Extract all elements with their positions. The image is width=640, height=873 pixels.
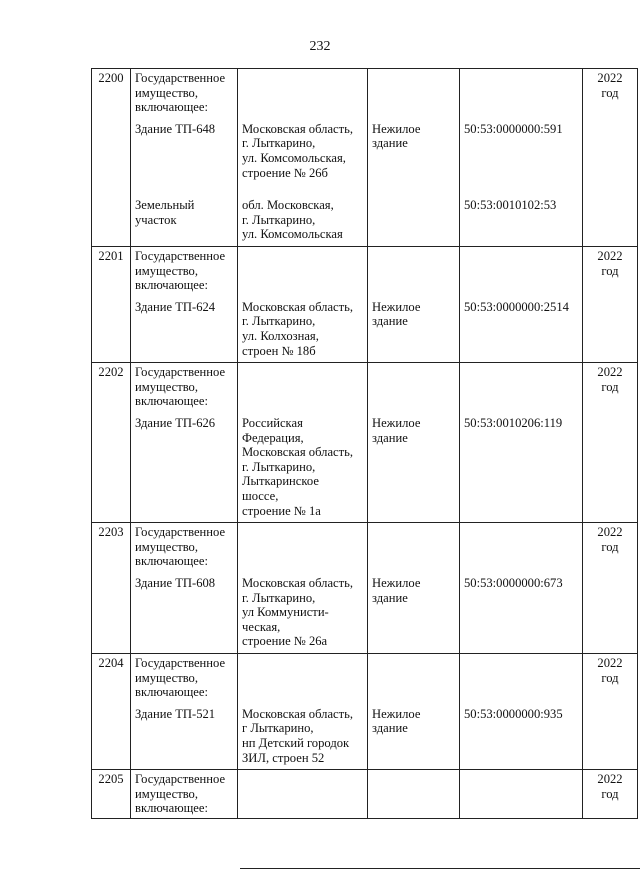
cell-text-line: Земельный — [135, 198, 195, 213]
cell-text-line: г. Лыткарино, — [242, 136, 316, 151]
cell-text-line: участок — [135, 212, 177, 227]
cell-text-line: год — [601, 263, 619, 278]
row-number-cell — [92, 523, 131, 654]
cell-text-line: включающее: — [135, 278, 208, 293]
heading-spacer — [372, 656, 455, 700]
item-name-block — [135, 122, 233, 180]
object-name-cell — [131, 363, 238, 523]
item-address-block — [242, 576, 363, 649]
address-cell — [238, 69, 368, 247]
cell-text-line: обл. Московская, — [242, 198, 334, 213]
cell-text-line: здание — [372, 430, 408, 445]
cell-text-line: включающее: — [135, 554, 208, 569]
cell-text-line: ул. Комсомольская, — [242, 150, 346, 165]
cell-text-line: строен № 18б — [242, 343, 316, 358]
table-row — [92, 770, 638, 819]
cell-text-line: Нежилое — [372, 121, 421, 136]
cell-text-line: Здание ТП-624 — [135, 299, 216, 314]
object-type-cell — [368, 523, 460, 654]
cell-text-line: 2022 — [597, 525, 623, 540]
cell-text-line: Государственное — [135, 71, 226, 85]
item-cadastral-block — [464, 707, 578, 765]
row-number: 2203 — [98, 525, 124, 540]
table-row — [92, 363, 638, 523]
cell-text-line: Лыткаринское — [242, 474, 319, 489]
cell-text-line: год — [601, 670, 619, 685]
cell-text-line: 2022 — [597, 248, 623, 263]
heading-spacer — [464, 249, 578, 293]
row-number: 2201 — [98, 248, 124, 263]
cell-text-line: включающее: — [135, 100, 208, 115]
cell-text-line: Нежилое — [372, 415, 421, 430]
cell-text-line: Государственное — [135, 365, 226, 380]
heading-spacer — [242, 525, 363, 569]
cell-text-line: ул. Колхозная, — [242, 328, 319, 343]
item-cadastral-block — [464, 198, 578, 242]
heading-spacer — [242, 71, 363, 115]
object-type-cell — [368, 770, 460, 819]
cadastral-number-cell — [460, 69, 583, 247]
row-number-cell — [92, 363, 131, 523]
item-name-block — [135, 416, 233, 518]
address-cell — [238, 770, 368, 819]
cell-text-line: Московская область, — [242, 121, 354, 136]
table-row — [92, 523, 638, 654]
cell-text-line: 2022 — [597, 71, 623, 85]
object-name-cell — [131, 69, 238, 247]
cell-text-line: ЗИЛ, строен 52 — [242, 750, 325, 765]
object-type-cell — [368, 363, 460, 523]
heading-spacer — [372, 772, 455, 816]
cell-text-line: ческая, — [242, 619, 281, 634]
cell-text-line: г. Лыткарино, — [242, 459, 316, 474]
cell-text-line: г. Лыткарино, — [242, 314, 316, 329]
address-cell — [238, 363, 368, 523]
cell-text-line: строение № 26б — [242, 165, 328, 180]
item-cadastral-block — [464, 576, 578, 649]
row-number: 2202 — [98, 365, 124, 380]
cell-text-line: здание — [372, 136, 408, 151]
cell-text-line: шоссе, — [242, 488, 279, 503]
item-cadastral-block — [464, 416, 578, 518]
object-name-cell — [131, 653, 238, 769]
cell-text-line: Здание ТП-648 — [135, 121, 216, 136]
cell-text-line: строение № 1а — [242, 503, 321, 518]
cell-text-line: строение № 26а — [242, 634, 328, 649]
cadastral-number: 50:53:0000000:935 — [464, 706, 563, 721]
cadastral-number-cell — [460, 363, 583, 523]
cell-text-line: Российская — [242, 415, 303, 430]
cell-text-line: г. Лыткарино, — [242, 590, 316, 605]
cell-text-line: Государственное — [135, 772, 226, 787]
cell-text-line: год — [601, 379, 619, 394]
item-type-block — [372, 416, 455, 518]
item-address-block — [242, 122, 363, 180]
year-cell — [583, 363, 638, 523]
item-address-block — [242, 300, 363, 358]
cell-text-line: Здание ТП-608 — [135, 575, 216, 590]
row-number-cell — [92, 653, 131, 769]
item-address-block — [242, 416, 363, 518]
row-number-cell — [92, 246, 131, 362]
cell-text-line: здание — [372, 721, 408, 736]
cell-text-line: Московская область, — [242, 445, 354, 460]
row-number: 2204 — [98, 655, 124, 670]
cell-text-line: Нежилое — [372, 299, 421, 314]
cell-text-line: Московская область, — [242, 575, 354, 590]
cell-text-line: 2022 — [597, 655, 623, 670]
row-number-cell — [92, 770, 131, 819]
cell-text-line: включающее: — [135, 394, 208, 409]
cell-text-line: Нежилое — [372, 706, 421, 721]
cell-text-line: ул. Комсомольская — [242, 227, 343, 242]
cell-text-line: 2022 — [597, 365, 623, 380]
row-number: 2205 — [98, 772, 124, 787]
cell-text-line: включающее: — [135, 801, 208, 816]
cell-text-line: включающее: — [135, 685, 208, 700]
cell-text-line: имущество, — [135, 786, 199, 801]
cell-text-line: нп Детский городок — [242, 735, 350, 750]
heading-spacer — [242, 772, 363, 816]
cell-text-line: Государственное — [135, 248, 226, 263]
cadastral-number-cell — [460, 770, 583, 819]
cadastral-number: 50:53:0000000:591 — [464, 121, 563, 136]
cadastral-number-cell — [460, 523, 583, 654]
cell-text-line: имущество, — [135, 263, 199, 278]
cell-text-line: Нежилое — [372, 575, 421, 590]
heading-spacer — [464, 365, 578, 409]
item-address-block — [242, 198, 363, 242]
heading-spacer — [242, 365, 363, 409]
heading-spacer — [372, 365, 455, 409]
heading-spacer — [464, 772, 578, 816]
heading-spacer — [242, 249, 363, 293]
cadastral-number: 50:53:0000000:673 — [464, 575, 563, 590]
cadastral-number: 50:53:0010102:53 — [464, 198, 557, 213]
cell-text-line: г. Лыткарино, — [242, 212, 316, 227]
cell-text-line: 2022 — [597, 772, 623, 787]
cell-text-line — [372, 213, 455, 228]
year-cell — [583, 69, 638, 247]
item-type-block — [372, 300, 455, 358]
table-row — [92, 653, 638, 769]
cell-text-line: год — [601, 539, 619, 554]
page-number: 232 — [309, 39, 331, 54]
address-cell — [238, 653, 368, 769]
cadastral-number: 50:53:0000000:2514 — [464, 299, 569, 314]
object-name-cell — [131, 523, 238, 654]
cell-text-line: Федерация, — [242, 430, 304, 445]
property-register-table — [91, 68, 638, 819]
cell-text-line: год — [601, 786, 619, 801]
item-name-block — [135, 300, 233, 358]
cell-text-line: ул Коммунисти- — [242, 605, 329, 620]
cell-text-line: год — [601, 85, 619, 100]
heading-spacer — [372, 525, 455, 569]
object-type-cell — [368, 653, 460, 769]
row-number: 2200 — [98, 71, 124, 85]
item-cadastral-block — [464, 122, 578, 180]
cell-text-line: Государственное — [135, 655, 226, 670]
cell-text-line: Московская область, — [242, 299, 354, 314]
object-name-cell — [131, 246, 238, 362]
item-name-block — [135, 707, 233, 765]
object-name-cell — [131, 770, 238, 819]
cell-text-line: имущество, — [135, 670, 199, 685]
object-type-cell — [368, 69, 460, 247]
cadastral-number: 50:53:0010206:119 — [464, 415, 563, 430]
table-row — [92, 246, 638, 362]
cell-text-line: Московская область, — [242, 706, 354, 721]
cell-text-line: здание — [372, 314, 408, 329]
address-cell — [238, 523, 368, 654]
address-cell — [238, 246, 368, 362]
item-name-block — [135, 198, 233, 242]
row-number-cell — [92, 69, 131, 247]
heading-spacer — [372, 71, 455, 115]
bottom-rule — [240, 868, 640, 869]
object-type-cell — [368, 246, 460, 362]
table-row — [92, 69, 638, 247]
year-cell — [583, 653, 638, 769]
year-cell — [583, 246, 638, 362]
heading-spacer — [242, 656, 363, 700]
item-type-block — [372, 707, 455, 765]
item-type-block — [372, 122, 455, 180]
cell-text-line: имущество, — [135, 85, 199, 100]
cadastral-number-cell — [460, 653, 583, 769]
heading-spacer — [464, 71, 578, 115]
heading-spacer — [372, 249, 455, 293]
cell-text-line: имущество, — [135, 379, 199, 394]
year-cell — [583, 523, 638, 654]
cell-text-line: Здание ТП-521 — [135, 706, 216, 721]
cell-text-line — [372, 198, 455, 213]
item-cadastral-block — [464, 300, 578, 358]
heading-spacer — [464, 656, 578, 700]
item-type-block — [372, 576, 455, 649]
heading-spacer — [464, 525, 578, 569]
cell-text-line: Государственное — [135, 525, 226, 540]
item-type-block — [372, 198, 455, 242]
year-cell — [583, 770, 638, 819]
cell-text-line: здание — [372, 590, 408, 605]
cell-text-line: имущество, — [135, 539, 199, 554]
cell-text-line: г Лыткарино, — [242, 721, 314, 736]
item-address-block — [242, 707, 363, 765]
cell-text-line: Здание ТП-626 — [135, 415, 216, 430]
cadastral-number-cell — [460, 246, 583, 362]
item-name-block — [135, 576, 233, 649]
